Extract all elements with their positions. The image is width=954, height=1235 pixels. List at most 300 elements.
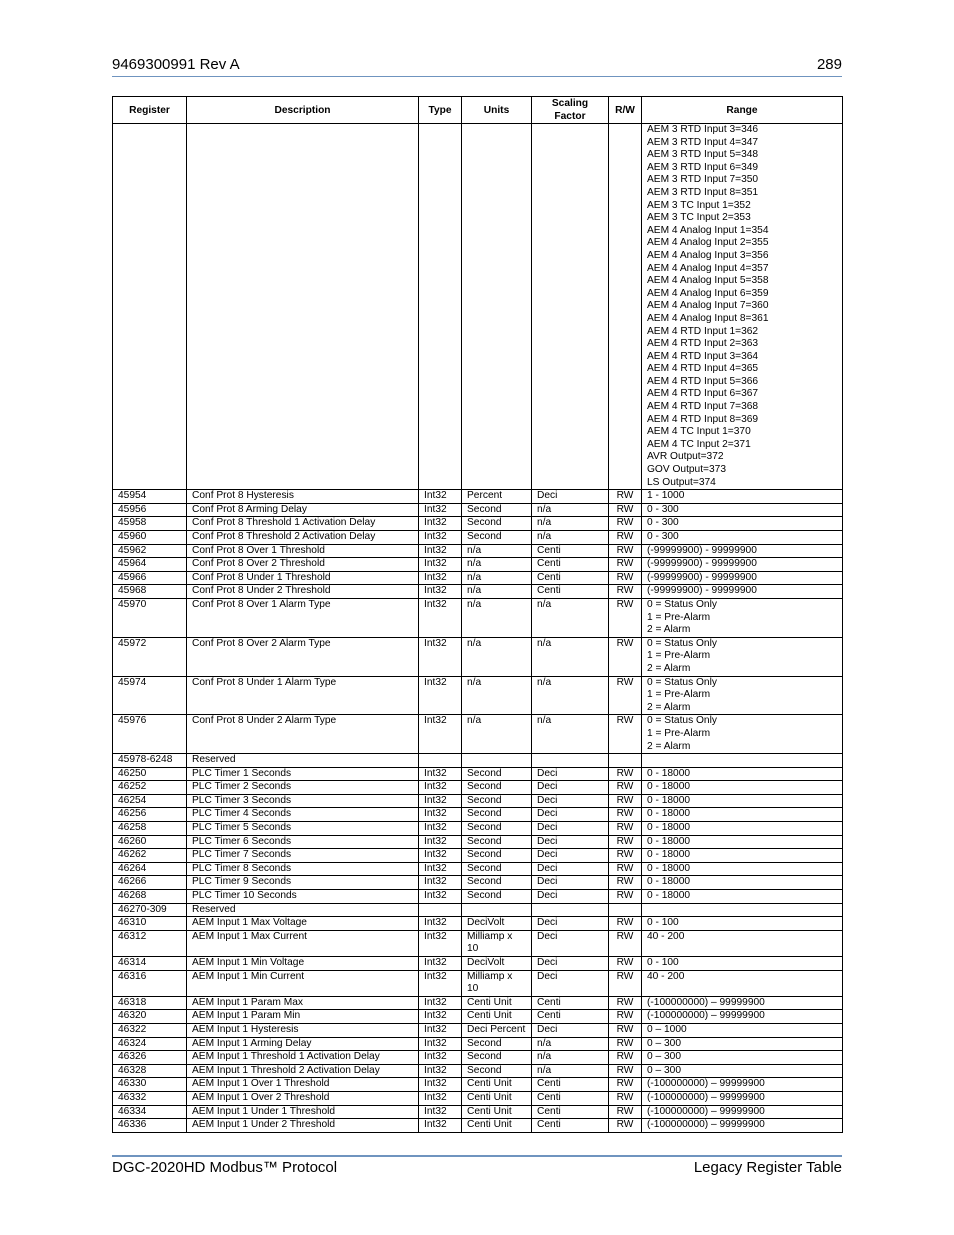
cell-scaling-factor: n/a <box>532 531 609 545</box>
cell-register: 46268 <box>113 890 187 904</box>
cell-description: AEM Input 1 Arming Delay <box>187 1037 419 1051</box>
table-row <box>113 1064 843 1078</box>
footer-section-title: Legacy Register Table <box>693 1159 842 1176</box>
cell-scaling-factor: n/a <box>532 1064 609 1078</box>
cell-register: 45958 <box>113 517 187 531</box>
cell-register: 45974 <box>113 676 187 715</box>
cell-range <box>642 822 843 836</box>
cell-rw: RW <box>609 1091 642 1105</box>
range-line: AEM 4 RTD Input 8=369 <box>647 413 759 425</box>
cell-type: Int32 <box>419 996 462 1010</box>
table-row <box>113 503 843 517</box>
cell-units: Deci Percent <box>462 1023 532 1037</box>
cell-units: Centi Unit <box>462 1105 532 1119</box>
col-header-range: Range <box>642 97 843 124</box>
cell-description: AEM Input 1 Threshold 2 Activation Delay <box>187 1064 419 1078</box>
cell-units: DeciVolt <box>462 957 532 971</box>
cell-register: 46318 <box>113 996 187 1010</box>
cell-units: Centi Unit <box>462 1091 532 1105</box>
cell-type: Int32 <box>419 849 462 863</box>
cell-range <box>642 970 843 996</box>
cell-description: Reserved <box>187 754 419 768</box>
table-row <box>113 1010 843 1024</box>
cell-type: Int32 <box>419 1023 462 1037</box>
cell-description: Conf Prot 8 Threshold 1 Activation Delay <box>187 517 419 531</box>
cell-units: Second <box>462 822 532 836</box>
cell-range <box>642 1119 843 1133</box>
cell-description: Conf Prot 8 Under 1 Threshold <box>187 571 419 585</box>
cell-range <box>642 490 843 504</box>
cell-register: 45956 <box>113 503 187 517</box>
cell-scaling-factor: n/a <box>532 517 609 531</box>
range-line: AEM 4 RTD Input 5=366 <box>647 375 759 387</box>
range-line: AEM 4 Analog Input 7=360 <box>647 300 769 312</box>
cell-scaling-factor: Deci <box>532 794 609 808</box>
range-line: 0 = Status Only <box>647 676 717 688</box>
range-line: 40 - 200 <box>647 970 685 982</box>
cell-units: Second <box>462 517 532 531</box>
cell-scaling-factor: Centi <box>532 585 609 599</box>
cell-register: 45962 <box>113 544 187 558</box>
cell-units: Second <box>462 503 532 517</box>
cell-rw: RW <box>609 835 642 849</box>
range-line: AEM 4 Analog Input 3=356 <box>647 249 769 261</box>
cell-description: AEM Input 1 Under 2 Threshold <box>187 1119 419 1133</box>
cell-scaling-factor: Deci <box>532 957 609 971</box>
cell-units: n/a <box>462 598 532 637</box>
cell-scaling-factor: n/a <box>532 676 609 715</box>
range-line: 0 – 300 <box>647 1051 681 1063</box>
cell-range <box>642 835 843 849</box>
range-line: 0 - 100 <box>647 957 679 968</box>
cell-scaling-factor: n/a <box>532 598 609 637</box>
cell-type: Int32 <box>419 585 462 599</box>
cell-units: Second <box>462 862 532 876</box>
cell-register: 45978-6248 <box>113 754 187 768</box>
cell-range <box>642 876 843 890</box>
cell-type: Int32 <box>419 676 462 715</box>
table-row <box>113 1023 843 1037</box>
cell-type: Int32 <box>419 767 462 781</box>
table-row <box>113 890 843 904</box>
table-row <box>113 862 843 876</box>
cell-units: Second <box>462 876 532 890</box>
cell-type: Int32 <box>419 1037 462 1051</box>
range-line: AEM 4 RTD Input 3=364 <box>647 350 759 362</box>
cell-scaling-factor: n/a <box>532 715 609 754</box>
cell-scaling-factor: Deci <box>532 835 609 849</box>
cell-description <box>187 124 419 490</box>
col-header-scaling-factor: Scaling Factor <box>532 97 609 124</box>
cell-rw: RW <box>609 794 642 808</box>
col-header-description: Description <box>187 97 419 124</box>
cell-units: n/a <box>462 571 532 585</box>
range-line: 0 – 300 <box>647 1064 681 1076</box>
cell-units: Second <box>462 531 532 545</box>
cell-type: Int32 <box>419 917 462 931</box>
range-line: 0 - 18000 <box>647 835 691 847</box>
cell-rw: RW <box>609 876 642 890</box>
cell-units: Milliamp x 10 <box>462 970 532 996</box>
col-header-type: Type <box>419 97 462 124</box>
range-line: AEM 4 TC Input 2=371 <box>647 438 751 450</box>
cell-register: 45970 <box>113 598 187 637</box>
table-row <box>113 917 843 931</box>
cell-description: Reserved <box>187 903 419 917</box>
cell-description: PLC Timer 2 Seconds <box>187 781 419 795</box>
range-line: (-100000000) – 99999900 <box>647 1078 765 1090</box>
cell-rw: RW <box>609 598 642 637</box>
cell-type: Int32 <box>419 781 462 795</box>
cell-type: Int32 <box>419 930 462 956</box>
cell-range <box>642 1010 843 1024</box>
cell-units: Second <box>462 794 532 808</box>
cell-rw: RW <box>609 490 642 504</box>
cell-scaling-factor: Centi <box>532 544 609 558</box>
cell-range <box>642 781 843 795</box>
table-body <box>113 124 843 1133</box>
cell-type: Int32 <box>419 1051 462 1065</box>
cell-description: Conf Prot 8 Threshold 2 Activation Delay <box>187 531 419 545</box>
cell-rw: RW <box>609 1010 642 1024</box>
cell-range <box>642 1037 843 1051</box>
cell-units: Percent <box>462 490 532 504</box>
cell-type: Int32 <box>419 808 462 822</box>
range-line: 0 - 18000 <box>647 781 691 793</box>
range-line: 1 = Pre-Alarm <box>647 650 711 662</box>
cell-type: Int32 <box>419 794 462 808</box>
cell-rw: RW <box>609 558 642 572</box>
cell-register: 45968 <box>113 585 187 599</box>
cell-units: Second <box>462 808 532 822</box>
cell-type: Int32 <box>419 957 462 971</box>
table-row <box>113 903 843 917</box>
cell-description: PLC Timer 4 Seconds <box>187 808 419 822</box>
table-row <box>113 822 843 836</box>
cell-units: Second <box>462 1037 532 1051</box>
table-row <box>113 767 843 781</box>
cell-units: n/a <box>462 544 532 558</box>
range-line: 0 – 300 <box>647 1037 681 1049</box>
cell-description: AEM Input 1 Min Current <box>187 970 419 996</box>
cell-rw: RW <box>609 1119 642 1133</box>
cell-type: Int32 <box>419 862 462 876</box>
cell-units: n/a <box>462 585 532 599</box>
cell-description: PLC Timer 3 Seconds <box>187 794 419 808</box>
cell-range <box>642 930 843 956</box>
cell-scaling-factor: n/a <box>532 637 609 676</box>
table-row <box>113 544 843 558</box>
range-line: (-99999900) - 99999900 <box>647 544 757 556</box>
cell-type: Int32 <box>419 503 462 517</box>
cell-type: Int32 <box>419 544 462 558</box>
cell-type: Int32 <box>419 598 462 637</box>
cell-description: PLC Timer 5 Seconds <box>187 822 419 836</box>
cell-units: Second <box>462 1051 532 1065</box>
cell-range <box>642 517 843 531</box>
register-table <box>112 96 843 1133</box>
cell-scaling-factor: Centi <box>532 558 609 572</box>
range-line: AEM 3 RTD Input 6=349 <box>647 161 759 173</box>
cell-range <box>642 767 843 781</box>
cell-type <box>419 124 462 490</box>
cell-description: Conf Prot 8 Under 1 Alarm Type <box>187 676 419 715</box>
cell-units: Second <box>462 1064 532 1078</box>
table-row <box>113 558 843 572</box>
table-row <box>113 585 843 599</box>
table-row <box>113 794 843 808</box>
cell-rw: RW <box>609 676 642 715</box>
range-line: 1 = Pre-Alarm <box>647 611 711 623</box>
cell-rw: RW <box>609 917 642 931</box>
cell-description: AEM Input 1 Param Min <box>187 1010 419 1024</box>
cell-range <box>642 808 843 822</box>
header-rule <box>112 76 842 77</box>
cell-description: PLC Timer 7 Seconds <box>187 849 419 863</box>
cell-rw: RW <box>609 767 642 781</box>
cell-units: n/a <box>462 637 532 676</box>
range-line: 0 - 18000 <box>647 822 691 834</box>
cell-rw: RW <box>609 503 642 517</box>
cell-register: 45966 <box>113 571 187 585</box>
cell-range <box>642 558 843 572</box>
range-line: (-99999900) - 99999900 <box>647 571 757 583</box>
cell-rw <box>609 754 642 768</box>
cell-rw: RW <box>609 571 642 585</box>
cell-register: 46270-309 <box>113 903 187 917</box>
cell-scaling-factor: Centi <box>532 1119 609 1133</box>
table-row <box>113 996 843 1010</box>
cell-range <box>642 903 843 917</box>
cell-type <box>419 754 462 768</box>
range-line: AEM 4 Analog Input 6=359 <box>647 287 769 299</box>
cell-rw: RW <box>609 781 642 795</box>
cell-description: AEM Input 1 Hysteresis <box>187 1023 419 1037</box>
cell-register: 46330 <box>113 1078 187 1092</box>
table-row <box>113 124 843 490</box>
cell-description: Conf Prot 8 Hysteresis <box>187 490 419 504</box>
cell-register: 46250 <box>113 767 187 781</box>
range-line: 0 - 18000 <box>647 890 691 902</box>
range-line: (-100000000) – 99999900 <box>647 1091 765 1103</box>
range-line: 1 = Pre-Alarm <box>647 727 711 739</box>
cell-rw: RW <box>609 585 642 599</box>
cell-description: AEM Input 1 Param Max <box>187 996 419 1010</box>
cell-units: Second <box>462 781 532 795</box>
cell-range <box>642 1051 843 1065</box>
table-row <box>113 808 843 822</box>
cell-range <box>642 531 843 545</box>
table-row <box>113 957 843 971</box>
cell-range <box>642 637 843 676</box>
range-line: AEM 4 Analog Input 5=358 <box>647 275 769 287</box>
table-row <box>113 1105 843 1119</box>
cell-scaling-factor: Deci <box>532 849 609 863</box>
cell-register: 46320 <box>113 1010 187 1024</box>
cell-range <box>642 862 843 876</box>
cell-type: Int32 <box>419 558 462 572</box>
cell-rw: RW <box>609 1064 642 1078</box>
cell-units: Centi Unit <box>462 1010 532 1024</box>
cell-scaling-factor: Deci <box>532 930 609 956</box>
range-line: LS Output=374 <box>647 476 716 488</box>
range-line: AEM 3 RTD Input 4=347 <box>647 136 759 148</box>
range-line: 1 = Pre-Alarm <box>647 689 711 701</box>
cell-scaling-factor <box>532 903 609 917</box>
range-line: GOV Output=373 <box>647 464 727 476</box>
range-line: 0 - 18000 <box>647 876 691 888</box>
cell-register: 45972 <box>113 637 187 676</box>
cell-units: Second <box>462 767 532 781</box>
range-line: 0 - 18000 <box>647 849 691 861</box>
cell-units: Centi Unit <box>462 1078 532 1092</box>
cell-scaling-factor: Centi <box>532 1105 609 1119</box>
range-line: AEM 4 Analog Input 4=357 <box>647 262 769 274</box>
cell-register: 46312 <box>113 930 187 956</box>
cell-type: Int32 <box>419 1105 462 1119</box>
cell-rw: RW <box>609 849 642 863</box>
document-number: 9469300991 Rev A <box>112 56 240 73</box>
range-line: 0 = Status Only <box>647 598 717 610</box>
range-line: (-100000000) – 99999900 <box>647 1119 765 1131</box>
cell-units: n/a <box>462 558 532 572</box>
cell-range <box>642 917 843 931</box>
cell-scaling-factor <box>532 754 609 768</box>
col-header-units: Units <box>462 97 532 124</box>
cell-range <box>642 598 843 637</box>
cell-type: Int32 <box>419 517 462 531</box>
cell-type: Int32 <box>419 1010 462 1024</box>
range-line: 0 = Status Only <box>647 715 717 727</box>
cell-type: Int32 <box>419 835 462 849</box>
cell-register <box>113 124 187 490</box>
cell-units: Second <box>462 835 532 849</box>
cell-rw: RW <box>609 957 642 971</box>
cell-rw <box>609 903 642 917</box>
table-row <box>113 715 843 754</box>
cell-description: Conf Prot 8 Over 1 Alarm Type <box>187 598 419 637</box>
range-line: 2 = Alarm <box>647 701 691 713</box>
cell-scaling-factor: Deci <box>532 890 609 904</box>
cell-rw: RW <box>609 531 642 545</box>
cell-range <box>642 996 843 1010</box>
range-line: AEM 4 RTD Input 7=368 <box>647 401 759 413</box>
cell-rw: RW <box>609 637 642 676</box>
cell-register: 46256 <box>113 808 187 822</box>
range-line: AEM 3 RTD Input 5=348 <box>647 149 759 161</box>
cell-units <box>462 903 532 917</box>
cell-rw: RW <box>609 970 642 996</box>
cell-range <box>642 794 843 808</box>
cell-units <box>462 754 532 768</box>
table-row <box>113 637 843 676</box>
cell-register: 46266 <box>113 876 187 890</box>
range-line: AEM 4 RTD Input 2=363 <box>647 338 759 350</box>
cell-register: 46260 <box>113 835 187 849</box>
cell-description: PLC Timer 1 Seconds <box>187 767 419 781</box>
cell-type: Int32 <box>419 1078 462 1092</box>
cell-scaling-factor: Centi <box>532 1091 609 1105</box>
cell-description: Conf Prot 8 Over 2 Alarm Type <box>187 637 419 676</box>
table-row <box>113 930 843 956</box>
table-row <box>113 571 843 585</box>
range-line: AEM 4 RTD Input 4=365 <box>647 363 759 375</box>
cell-scaling-factor: Deci <box>532 808 609 822</box>
range-line: 2 = Alarm <box>647 624 691 636</box>
cell-range <box>642 957 843 971</box>
cell-rw: RW <box>609 1078 642 1092</box>
cell-scaling-factor: Centi <box>532 996 609 1010</box>
cell-range <box>642 1105 843 1119</box>
cell-range <box>642 124 843 490</box>
cell-register: 45954 <box>113 490 187 504</box>
footer-document-title: DGC-2020HD Modbus™ Protocol <box>112 1159 338 1176</box>
cell-units: Milliamp x 10 <box>462 930 532 956</box>
cell-type <box>419 903 462 917</box>
cell-description: AEM Input 1 Min Voltage <box>187 957 419 971</box>
cell-range <box>642 544 843 558</box>
cell-type: Int32 <box>419 715 462 754</box>
range-line: AEM 4 TC Input 1=370 <box>647 426 751 438</box>
cell-range <box>642 1091 843 1105</box>
cell-register: 46322 <box>113 1023 187 1037</box>
range-line: 0 - 18000 <box>647 794 691 806</box>
table-row <box>113 517 843 531</box>
range-line: AEM 4 Analog Input 8=361 <box>647 312 769 324</box>
range-line: (-100000000) – 99999900 <box>647 1105 765 1117</box>
range-line: 0 - 100 <box>647 917 679 929</box>
table-row <box>113 1051 843 1065</box>
cell-scaling-factor: n/a <box>532 1037 609 1051</box>
range-line: AEM 3 RTD Input 8=351 <box>647 186 759 198</box>
cell-type: Int32 <box>419 571 462 585</box>
cell-register: 46258 <box>113 822 187 836</box>
cell-register: 46324 <box>113 1037 187 1051</box>
range-line: AEM 4 RTD Input 6=367 <box>647 388 759 400</box>
table-row <box>113 970 843 996</box>
cell-rw: RW <box>609 1051 642 1065</box>
cell-range <box>642 1064 843 1078</box>
range-line: 2 = Alarm <box>647 740 691 752</box>
cell-units: Second <box>462 890 532 904</box>
range-line: AVR Output=372 <box>647 451 724 463</box>
cell-scaling-factor: n/a <box>532 1051 609 1065</box>
table-row <box>113 531 843 545</box>
cell-range <box>642 1078 843 1092</box>
cell-type: Int32 <box>419 1119 462 1133</box>
col-header-register: Register <box>113 97 187 124</box>
table-row <box>113 490 843 504</box>
range-line: AEM 4 Analog Input 1=354 <box>647 224 769 236</box>
table-row <box>113 781 843 795</box>
cell-register: 46334 <box>113 1105 187 1119</box>
cell-units: n/a <box>462 676 532 715</box>
range-line: 0 - 300 <box>647 531 679 542</box>
cell-register: 45976 <box>113 715 187 754</box>
cell-register: 46326 <box>113 1051 187 1065</box>
range-line: AEM 3 RTD Input 7=350 <box>647 174 759 186</box>
cell-type: Int32 <box>419 890 462 904</box>
cell-description: AEM Input 1 Under 1 Threshold <box>187 1105 419 1119</box>
table-row <box>113 598 843 637</box>
cell-description: AEM Input 1 Max Current <box>187 930 419 956</box>
cell-register: 46332 <box>113 1091 187 1105</box>
cell-range <box>642 849 843 863</box>
cell-description: PLC Timer 8 Seconds <box>187 862 419 876</box>
cell-register: 46316 <box>113 970 187 996</box>
table-row <box>113 876 843 890</box>
cell-type: Int32 <box>419 1064 462 1078</box>
